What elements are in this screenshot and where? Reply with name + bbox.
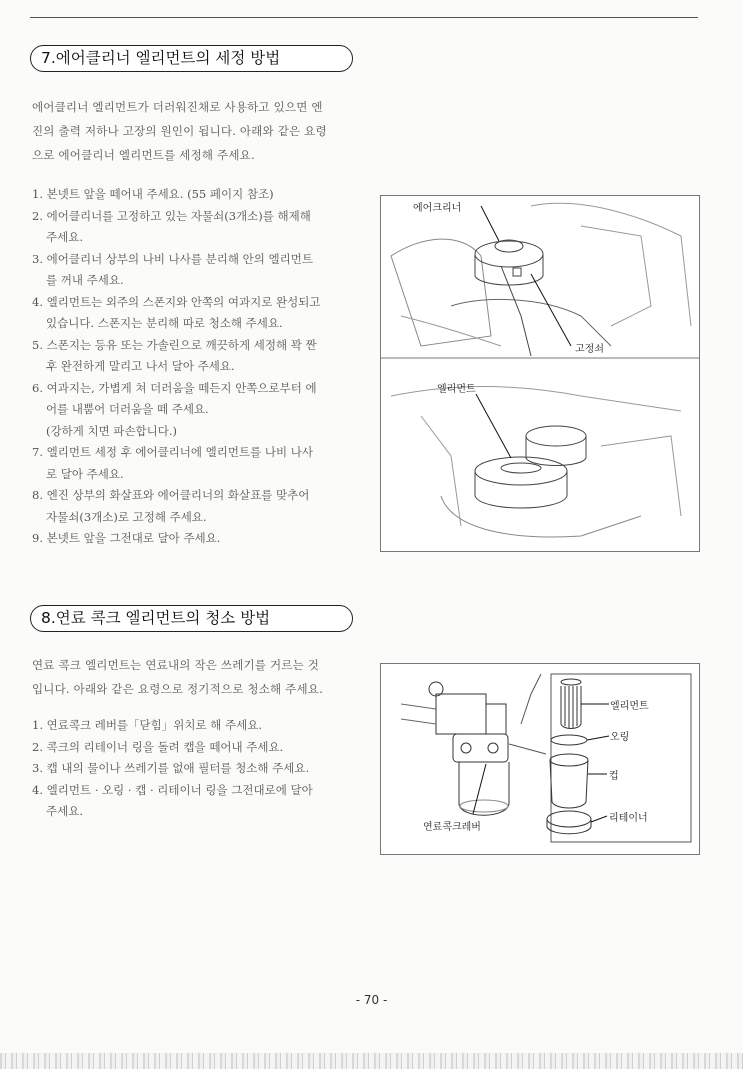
step-item: 2. 콕크의 리테이너 링을 돌려 캡을 떼어내 주세요.	[32, 739, 284, 754]
step-item: 주세요.	[46, 804, 83, 818]
intro-line: 에어클리너 엘리먼트가 더러워진채로 사용하고 있으면 엔	[32, 100, 323, 114]
intro-line: 입니다. 아래와 같은 요령으로 정기적으로 청소해 주세요.	[32, 682, 323, 696]
element-label: 엘리먼트	[437, 384, 476, 395]
section7-steps	[32, 184, 320, 550]
step-item: 어를 내뿜어 더러움을 떼 주세요.	[46, 402, 209, 416]
section7-intro	[32, 95, 327, 167]
step-item: 9. 본넷트 앞을 그전대로 달아 주세요.	[32, 531, 221, 545]
lock-label: 고정쇠	[575, 344, 604, 355]
cup-label: 컵	[609, 771, 619, 782]
step-item: 7. 엘리먼트 세정 후 에어클리너에 엘리먼트를 나비 나사	[32, 445, 313, 459]
step-item: 자물쇠(3개소)로 고정해 주세요.	[46, 509, 207, 524]
step-item: 3. 에어클리너 상부의 나비 나사를 분리해 안의 엘리먼트	[32, 251, 313, 266]
step-item: 로 달아 주세요.	[46, 466, 124, 481]
intro-line: 으로 에어클리너 엘리먼트를 세정해 주세요.	[32, 148, 255, 162]
scan-edge-strip	[0, 1053, 743, 1069]
air-cleaner-figure	[380, 195, 700, 552]
intro-line: 진의 출력 저하나 고장의 원인이 됩니다. 아래와 같은 요령	[32, 124, 327, 138]
step-item: 있습니다. 스폰지는 분리해 따로 청소해 주세요.	[46, 316, 283, 330]
section8-steps	[32, 715, 313, 823]
fuel-cock-figure	[380, 663, 700, 855]
fuel-cock-lever-label: 연료콕크레버	[423, 822, 481, 833]
step-item: 6. 여과지는, 가볍게 쳐 더러움을 떼든지 안쪽으로부터 에	[32, 380, 317, 395]
air-cleaner-illustration	[381, 196, 699, 551]
retainer-label: 리테이너	[609, 813, 648, 824]
step-item: 5. 스폰지는 등유 또는 가솔린으로 깨끗하게 세정해 꽉 짠	[32, 337, 317, 352]
air-cleaner-label: 에어크리너	[413, 203, 462, 214]
section7-title: 7.에어클리너 엘리먼트의 세정 방법	[30, 45, 353, 72]
step-item: 8. 엔진 상부의 화살표와 에어클리너의 화살표를 맞추어	[32, 488, 310, 502]
step-item: 후 완전하게 말리고 나서 달아 주세요.	[46, 359, 235, 373]
top-rule	[30, 17, 698, 18]
intro-line: 연료 콕크 엘리먼트는 연료내의 작은 쓰레기를 거르는 것	[32, 658, 320, 672]
step-item: 주세요.	[46, 230, 83, 244]
section8-intro	[32, 653, 323, 701]
page-number: - 70 -	[355, 993, 388, 1007]
step-item: 4. 엘리먼트 · 오링 · 캡 · 리테이너 링을 그전대로에 달아	[32, 782, 313, 797]
step-item: 2. 에어클리너를 고정하고 있는 자물쇠(3개소)를 해제해	[32, 208, 311, 223]
step-item: 1. 본넷트 앞을 떼어내 주세요. (55 페이지 참조)	[32, 187, 274, 201]
section8-title: 8.연료 콕크 엘리먼트의 청소 방법	[30, 605, 353, 632]
step-item: 4. 엘리먼트는 외주의 스폰지와 안쪽의 여과지로 완성되고	[32, 294, 321, 309]
step-item: 1. 연료콕크 레버를「닫힘」위치로 해 주세요.	[32, 718, 262, 732]
oring-label: 오링	[610, 732, 630, 743]
step-item: (강하게 치면 파손합니다.)	[46, 423, 178, 438]
step-item: 를 꺼내 주세요.	[46, 273, 124, 287]
step-item: 3. 캡 내의 물이나 쓰레기를 없애 필터를 청소해 주세요.	[32, 761, 310, 775]
element-label: 엘리먼트	[610, 701, 649, 712]
